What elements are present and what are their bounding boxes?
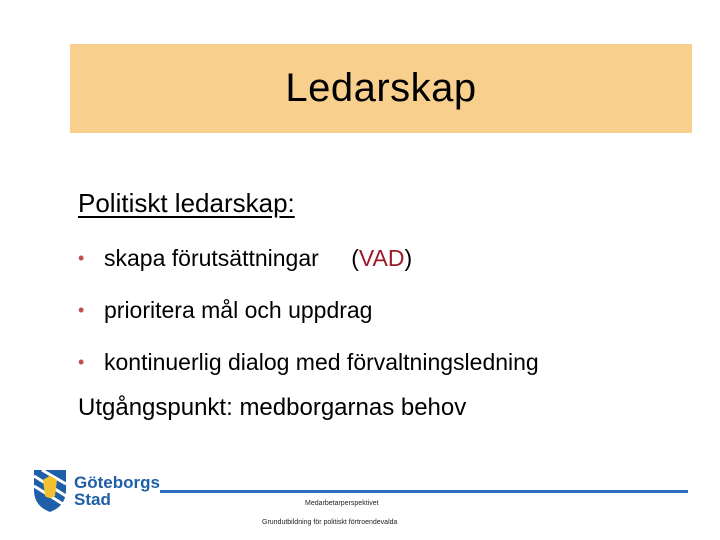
footer-divider (160, 490, 688, 493)
basis-text: Utgångspunkt: medborgarnas behov (78, 394, 467, 421)
logo-line-1: Göteborgs (74, 473, 160, 492)
list-item (78, 240, 539, 292)
vad-label (351, 245, 412, 271)
title-banner (70, 44, 692, 133)
vad-close: ) (404, 245, 413, 271)
bullet-text: kontinuerlig dialog med förvaltningsledning (104, 349, 539, 375)
bullet-icon: • (78, 352, 85, 372)
list-item (78, 292, 539, 344)
footer-course: Grundutbildning för politiskt förtroendevalda (262, 519, 398, 526)
vad-open: ( (351, 245, 359, 271)
bullet-icon: • (78, 248, 85, 268)
bullet-text: skapa förutsättningar (104, 245, 319, 271)
list-item (78, 344, 539, 396)
slide-subtitle: Politiskt ledarskap: (78, 188, 295, 218)
slide-title: Ledarskap (285, 66, 477, 110)
city-crest-icon (30, 466, 70, 514)
logo-line-2: Stad (74, 490, 111, 509)
bullet-text: prioritera mål och uppdrag (104, 297, 373, 323)
bullet-list (78, 240, 539, 396)
city-logo-text (74, 474, 160, 508)
footer-caption: Medarbetarperspektivet (305, 500, 379, 507)
vad-keyword: VAD (358, 245, 405, 271)
bullet-icon: • (78, 300, 85, 320)
